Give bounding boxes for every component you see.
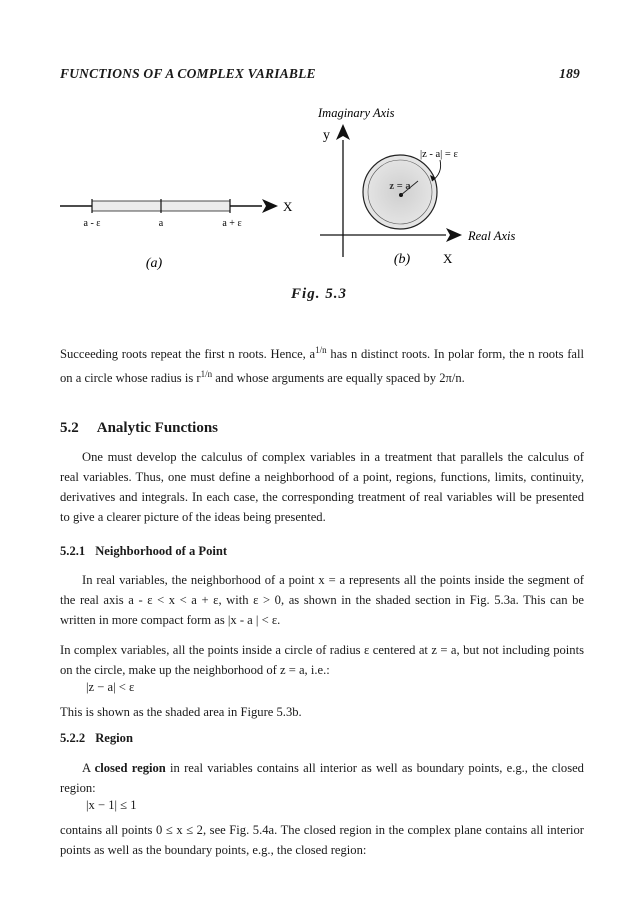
arrowhead-y: [336, 124, 350, 140]
axis-label-x: X: [283, 199, 293, 214]
section-heading-5-2-1: [60, 544, 227, 559]
para1-text-2: has n distinct roots. In polar form, the n roots fall on a circle whose radius is r: [60, 347, 585, 386]
x-axis-label: X: [443, 251, 453, 266]
para1-superscript-2: 1/n: [200, 369, 213, 380]
figure-5-3: [0, 95, 638, 285]
header-title: FUNCTIONS OF A COMPLEX VARIABLE: [60, 66, 316, 81]
label-a-plus-eps: a + ε: [222, 218, 242, 229]
section-heading-5-2: [60, 420, 218, 437]
subsection-number: 5.2.1: [60, 544, 86, 558]
label-a-minus-eps: a - ε: [83, 218, 101, 229]
paragraph-closed-region: [60, 758, 584, 798]
circle-label: |z - a| = ε: [420, 149, 458, 160]
para1-text-1: Succeeding roots repeat the first n roots. Hence, a: [60, 347, 316, 362]
section-title: Analytic Functions: [96, 420, 219, 436]
figure-caption: Fig. 5.3: [291, 286, 347, 302]
para1-superscript-1: 1/n: [315, 345, 327, 355]
equation-neighborhood: |z − a| < ε: [86, 680, 135, 694]
imaginary-axis-title: Imaginary Axis: [318, 106, 395, 120]
paragraph-closed-region-complex: contains all points 0 ≤ x ≤ 2, see Fig. 5.4a. The closed region in the complex plane contains all interior points as well as the boundary points, e.g., the closed region:: [60, 823, 584, 857]
para1-text-3: and whose arguments are equally spaced by 2π/n.: [212, 371, 465, 386]
paragraph-roots: [60, 340, 584, 388]
y-axis-label: y: [323, 128, 330, 143]
running-header: [60, 66, 580, 82]
paragraph-complex-neighborhood: In complex variables, all the points inside a circle of radius ε centered at z = a, but not including points on the circle, make up the neighborhood of z = a, i.e.:: [60, 643, 584, 677]
paragraph-shaded-area: This is shown as the shaded area in Figure 5.3b.: [60, 705, 302, 719]
real-axis-title: Real Axis: [468, 229, 516, 243]
para6-text-1: A: [82, 761, 95, 775]
subsection-title: Neighborhood of a Point: [95, 544, 228, 558]
panel-a-caption: (a): [145, 256, 163, 271]
equation-closed-region: |x − 1| ≤ 1: [86, 798, 137, 812]
center-label: z = a: [389, 181, 411, 192]
para6-text-2: in real variables contains all interior as well as boundary points, e.g., the closed region:: [60, 761, 584, 795]
page-number: 189: [559, 66, 580, 81]
arrowhead-real: [446, 228, 462, 242]
panel-b-caption: (b): [393, 252, 411, 267]
paragraph-analytic-intro: One must develop the calculus of complex variables in a treatment that parallels the calculus of real variables. Thus, one must define a neighborhood of a point, regions, functions, limits, continuity, derivatives and integrals. In each case, the corresponding treatment of real variables will be presented to give a clearer picture of the ideas being presented.: [60, 450, 584, 524]
paragraph-real-neighborhood: In real variables, the neighborhood of a point x = a represents all the points inside the segment of the real axis a - ε < x < a + ε, with ε > 0, as shown in the shaded section in Fig. 5.3a. This can be written in more compact form as |x - a | < ε.: [60, 573, 584, 627]
neighborhood-circle: [363, 155, 437, 229]
section-number: 5.2: [60, 420, 79, 436]
panel-a: [60, 199, 293, 271]
panel-b: [317, 106, 515, 267]
subsection-number: 5.2.2: [60, 731, 86, 745]
section-heading-5-2-2: [60, 731, 133, 746]
subsection-title: Region: [95, 731, 133, 745]
para6-bold-term: closed region: [94, 761, 166, 775]
arrowhead-x: [262, 199, 278, 213]
label-a: a: [158, 218, 164, 229]
